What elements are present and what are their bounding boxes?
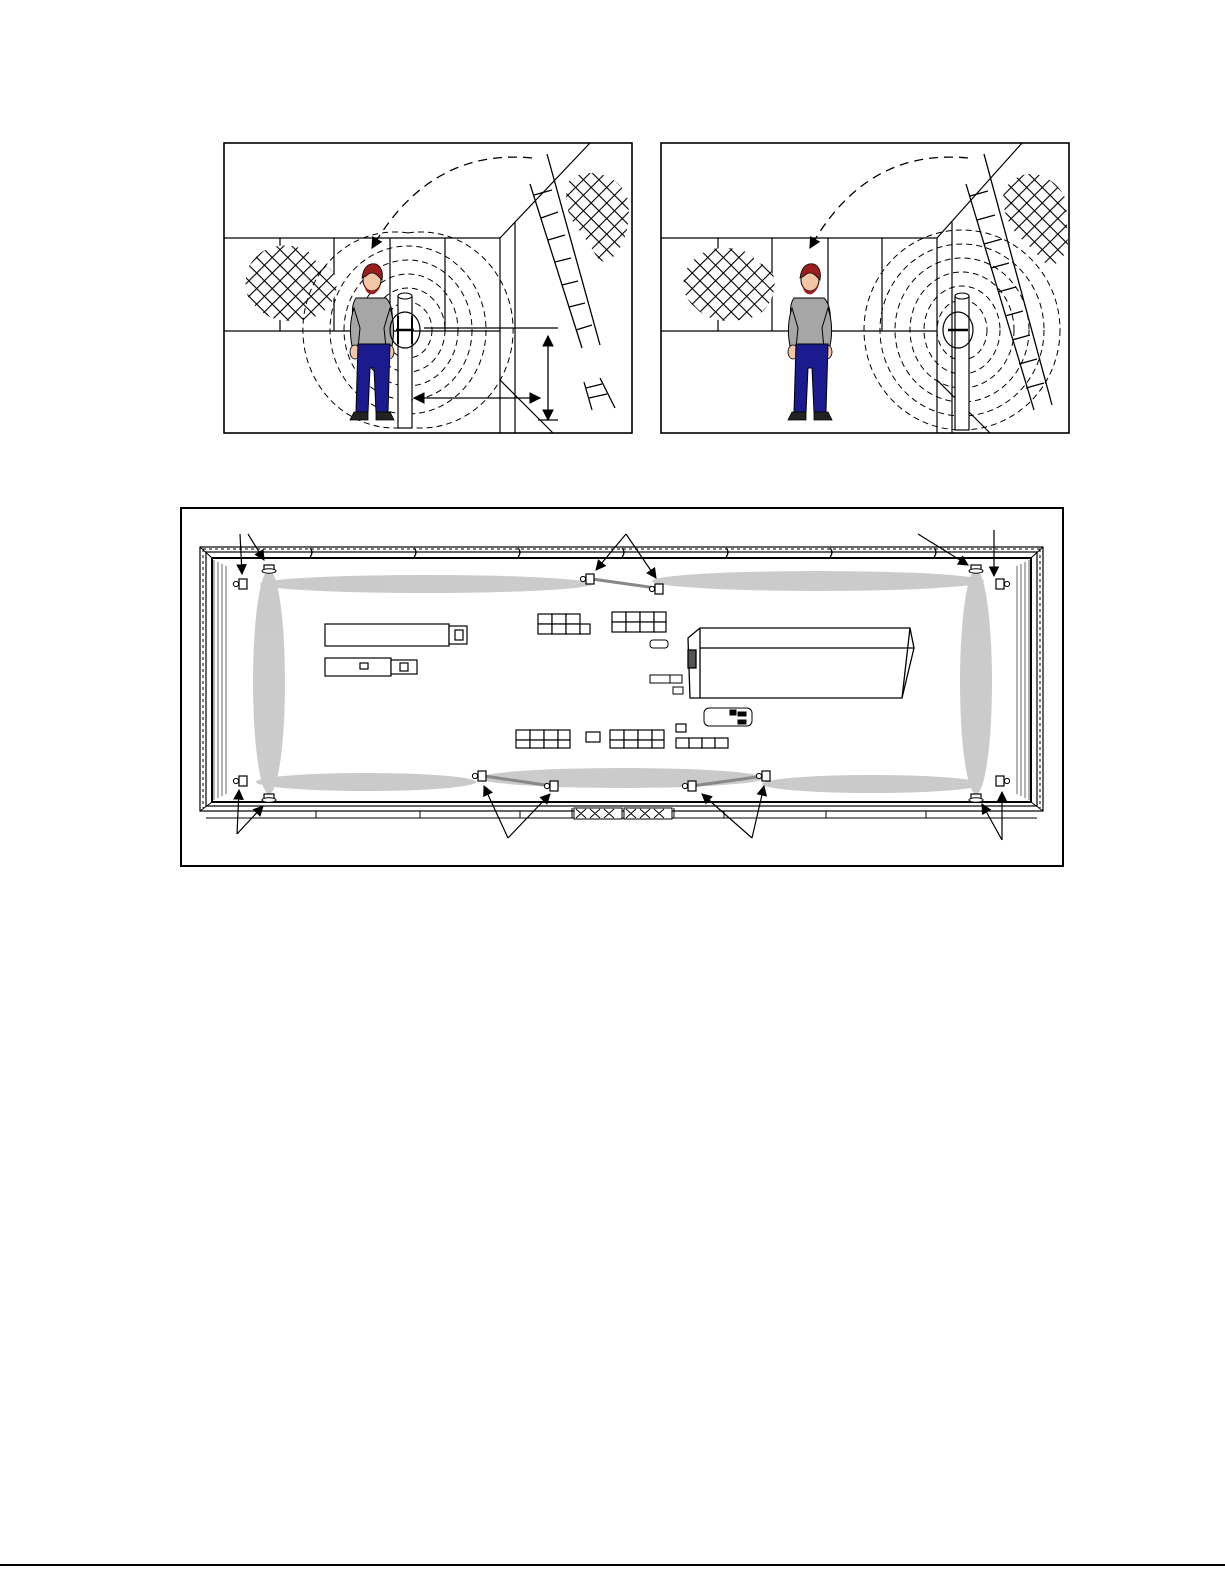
footer-rule-line bbox=[0, 1564, 1225, 1566]
perimeter-plan bbox=[181, 508, 1063, 866]
page-footer-rule bbox=[0, 1564, 1225, 1585]
warehouse-building bbox=[688, 628, 914, 698]
top-left-panel bbox=[224, 143, 632, 433]
truck-1 bbox=[325, 624, 467, 646]
top-right-panel bbox=[661, 143, 1069, 433]
truck-2 bbox=[325, 658, 417, 676]
